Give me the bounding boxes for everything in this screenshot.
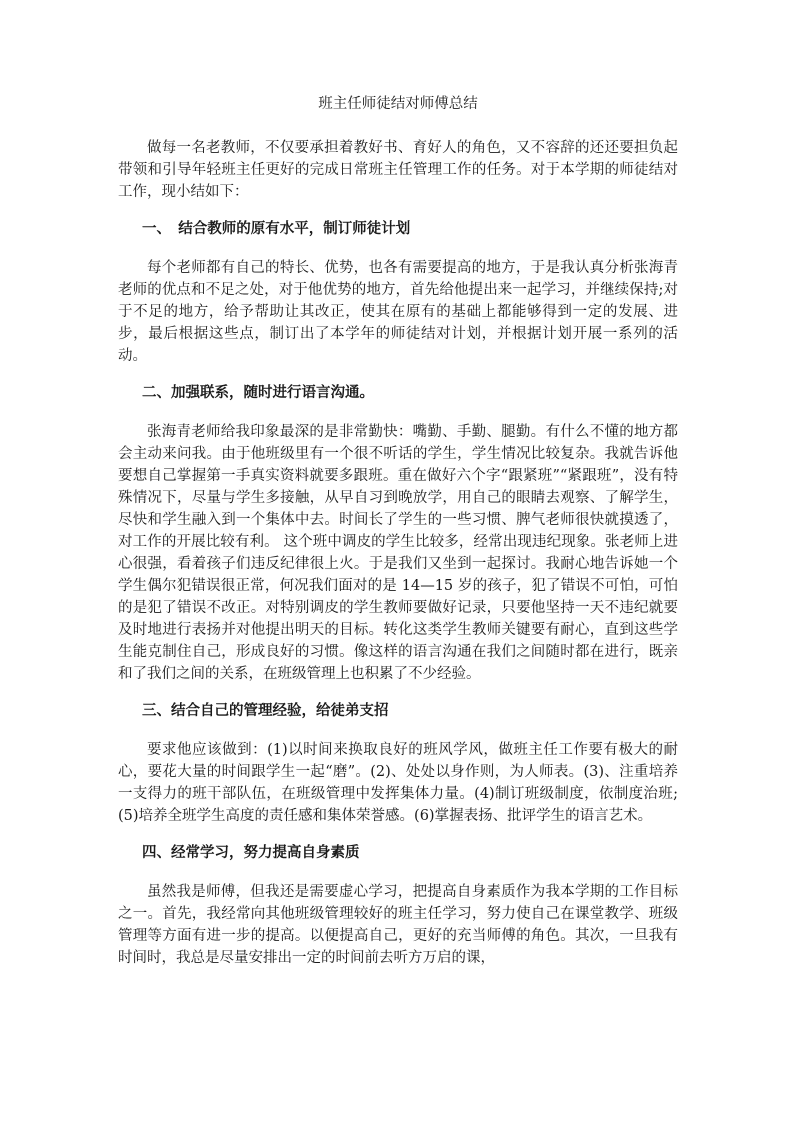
section-3-paragraph: 要求他应该做到：(1)以时间来换取良好的班风学风，做班主任工作要有极大的耐心，要花大量的时间跟学生一起“磨”。(2)、处处以身作则，为人师表。(3)、注重培养一支得力的班干部队伍，在班级管理中发挥集体力量。(4)制订班级制度，依制度治班;(5)培养全班学生高度的责任感和集体荣誉感。(6)掌握表扬、批评学生的语言艺术。: [118, 742, 678, 824]
intro-paragraph: 做每一名老教师，不仅要承担着教好书、育好人的角色，又不容辞的还还要担负起带领和引导年轻班主任更好的完成日常班主任管理工作的任务。对于本学期的师徒结对工作，现小结如下：: [118, 140, 678, 200]
section-2-heading: 二、加强联系，随时进行语言沟通。: [142, 384, 374, 401]
section-4-paragraph: 虽然我是师傅，但我还是需要虚心学习，把提高自身素质作为我本学期的工作目标之一。首先，我经常向其他班级管理较好的班主任学习，努力使自己在课堂教学、班级管理等方面有进一步的提高。以便提高自己，更好的充当师傅的角色。其次，一旦我有时间时，我总是尽量安排出一定的时间前去听方万启的课，: [118, 884, 678, 966]
section-3-heading: 三、结合自己的管理经验，给徒弟支招: [142, 702, 389, 719]
section-2-paragraph: 张海青老师给我印象最深的是非常勤快：嘴勤、手勤、腿勤。有什么不懂的地方都会主动来问我。由于他班级里有一个很不听话的学生，学生情况比较复杂。我就告诉他要想自己掌握第一手真实资料就要多跟班。重在做好六个字“跟紧班”“紧跟班”，没有特殊情况下，尽量与学生多接触，从早自习到晚放学，用自己的眼睛去观察、了解学生，尽快和学生融入到一个集体中去。时间长了学生的一些习惯、脾气老师很快就摸透了，对工作的开展比较有利。 这个班中调皮的学生比较多，经常出现违纪现象。张老师上进心很强，看着孩子们违反纪律很上火。于是我们又坐到一起探讨。我耐心地告诉她一个学生偶尔犯错误很正常，何况我们面对的是 14—15 岁的孩子，犯了错误不可怕，可怕的是犯了错误不改正。对特别调皮的学生教师要做好记录，只要他坚持一天不违纪就要及时地进行表扬并对他提出明天的目标。转化这类学生教师关键要有耐心，直到这些学生能克制住自己，形成良好的习惯。像这样的语言沟通在我们之间随时都在进行，既亲和了我们之间的关系，在班级管理上也积累了不少经验。: [118, 424, 678, 682]
section-1-paragraph: 每个老师都有自己的特长、优势，也各有需要提高的地方，于是我认真分析张海青老师的优点和不足之处，对于他优势的地方，首先给他提出来一起学习，并继续保持;对于不足的地方，给予帮助让其改正，使其在原有的基础上都能够得到一定的发展、进步，最后根据这些点，制订出了本学年的师徒结对计划，并根据计划开展一系列的活动。: [118, 260, 678, 364]
document-title: 班主任师徒结对师傅总结: [318, 96, 478, 112]
section-4-heading: 四、经常学习，努力提高自身素质: [142, 844, 360, 861]
document-page: [118, 94, 678, 985]
section-1-heading: 一、 结合教师的原有水平，制订师徒计划: [142, 220, 411, 237]
